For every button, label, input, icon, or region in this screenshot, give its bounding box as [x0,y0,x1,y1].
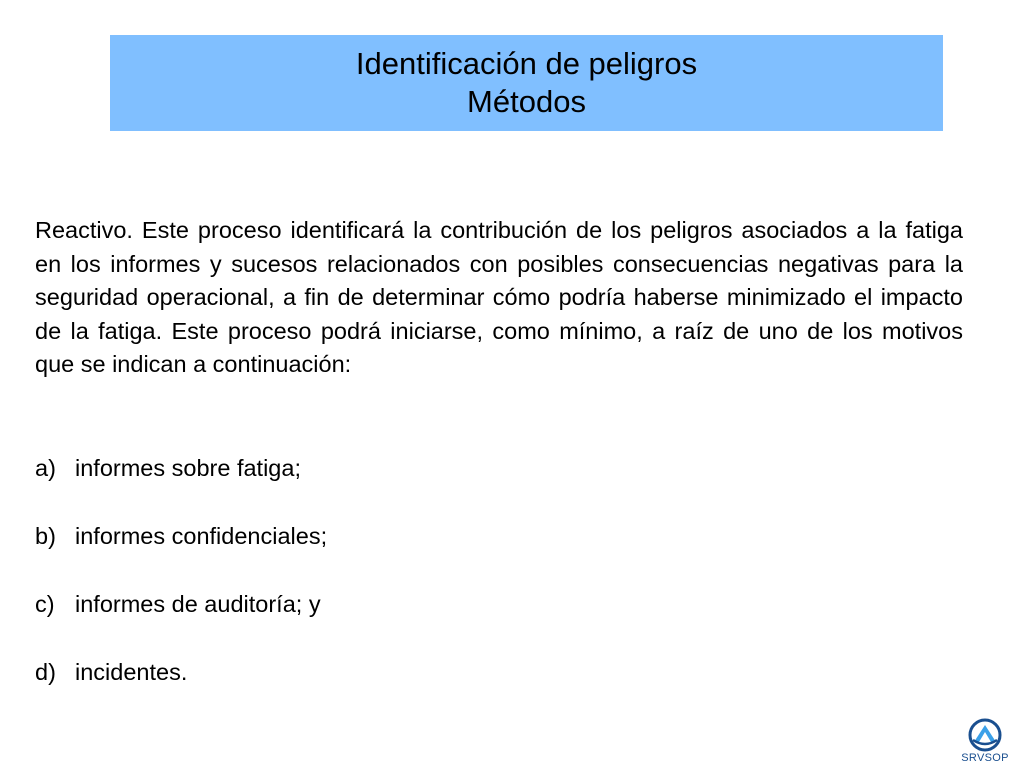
list-item [35,520,935,553]
list-item-text: informes de auditoría; y [75,591,321,617]
body-paragraph: Reactivo. Este proceso identificará la contribución de los peligros asociados a la fatiga en los informes y sucesos relacionados con posibles consecuencias negativas para la seguridad operacional, a fin de determinar cómo podría haberse minimizado el impacto de la fatiga. Este proceso podrá iniciarse, como mínimo, a raíz de uno de los motivos que se indican a continuación: [35,217,963,377]
srvsop-logo-icon [965,718,1005,752]
reasons-list [35,452,935,724]
srvsop-logo [955,718,1015,766]
logo-label: SRVSOP [961,752,1009,764]
slide-title: Identificación de peligros [355,46,698,81]
list-marker: d) [35,659,56,685]
list-item [35,588,935,621]
list-marker: b) [35,523,56,549]
list-item-text: incidentes. [75,659,188,685]
list-item [35,452,935,485]
list-item-text: informes confidenciales; [75,523,328,549]
list-marker: c) [35,591,55,617]
list-item-text: informes sobre fatiga; [75,455,301,481]
slide-subtitle: Métodos [467,84,586,119]
list-item [35,656,935,689]
list-marker: a) [35,455,56,481]
title-banner [110,35,943,131]
